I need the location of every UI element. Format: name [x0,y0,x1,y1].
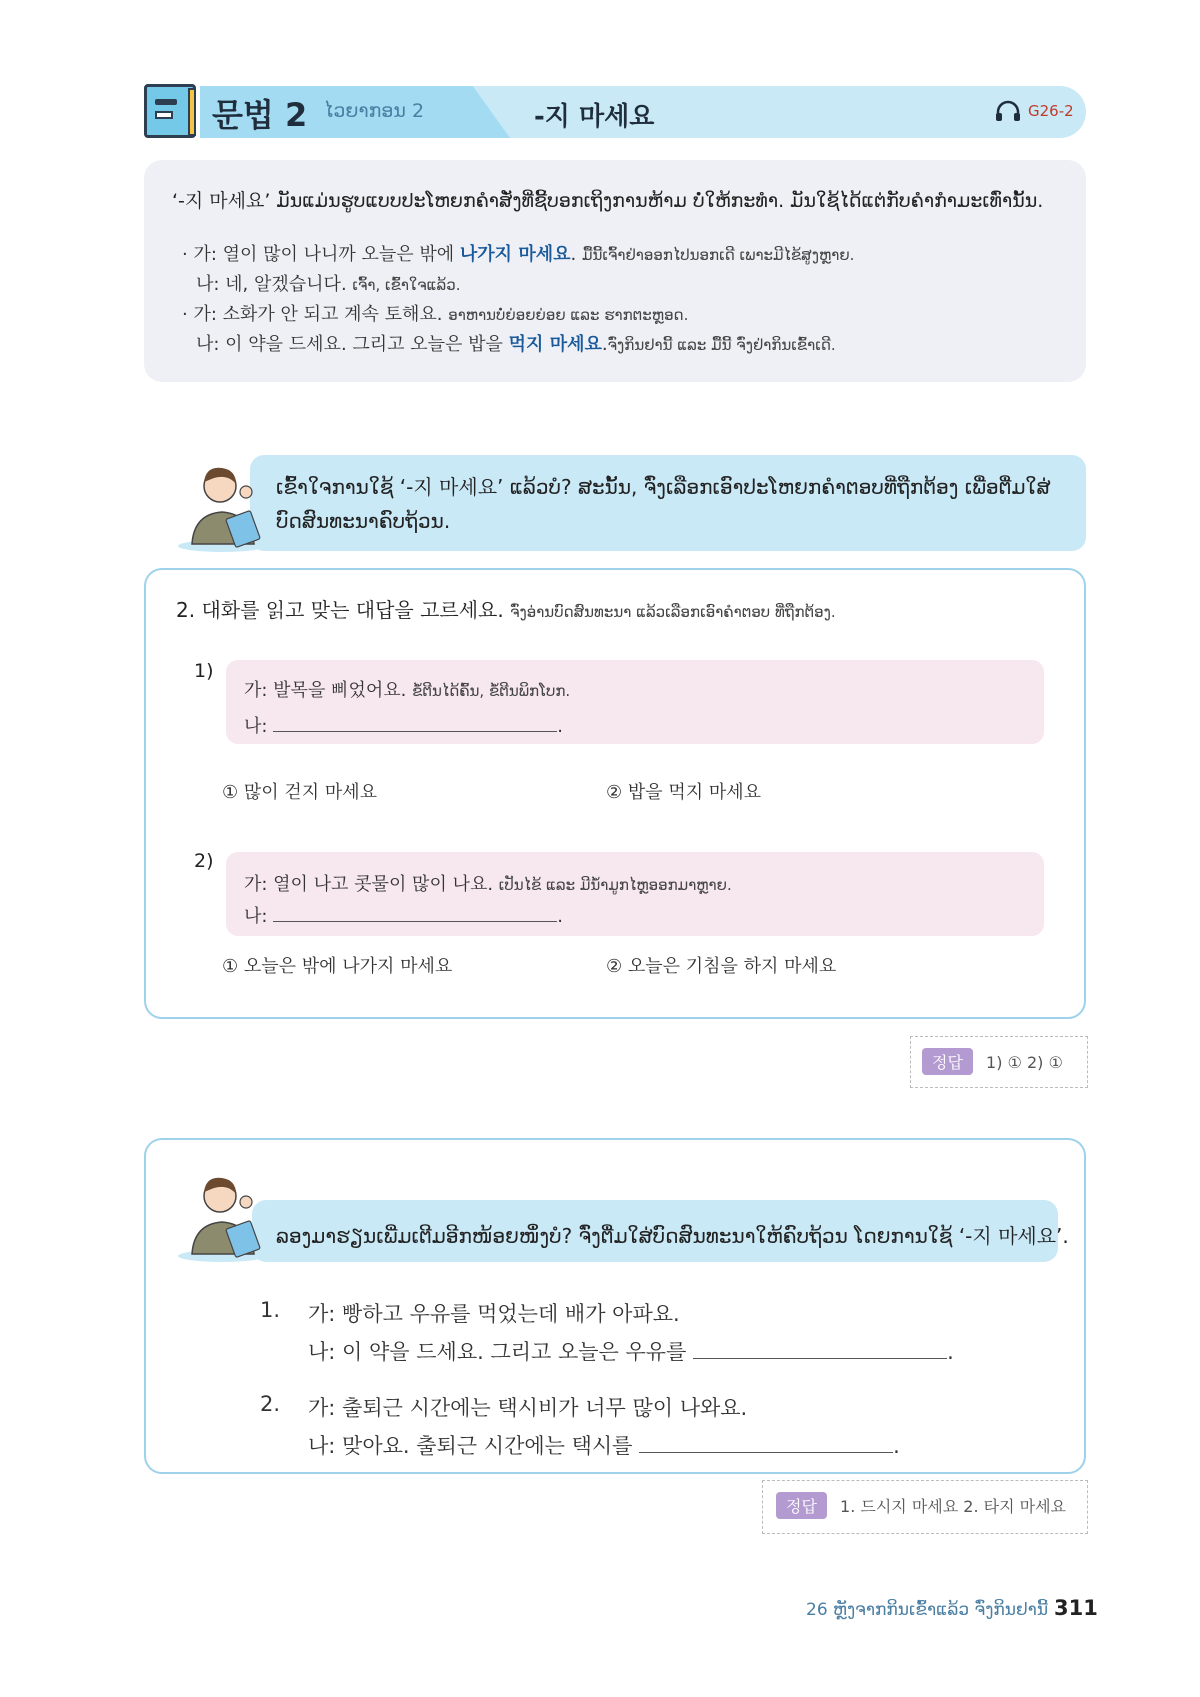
chapter-footer: 26 ຫຼັງຈາກກິນເຂົ້າແລ້ວ ຈົ່ງກິນຢານີ້ [806,1600,1049,1620]
teacher-illustration [176,452,272,552]
answer-blank[interactable] [693,1338,947,1359]
dialogue-na: 나: . [244,712,563,738]
answer-badge: 정답 [776,1492,827,1519]
example-1-b: 나: 네, 알겠습니다. ເຈົ້າ, ເຂົ້າໃຈແລ້ວ. [196,274,461,295]
option-1[interactable]: ① 오늘은 밖에 나가지 마세요 [222,956,453,977]
example-2-a: · 가: 소화가 안 되고 계속 토해요. ອາຫານບໍ່ຍ່ອຍຍ່ອຍ ແລະ ຮາກຕະຫຼອດ. [182,304,689,325]
instruction-text: ເຂົ້າໃຈການໃຊ້ ‘-지 마세요’ ແລ້ວບໍ? ສະນັ້ນ, ຈົ່ງເລືອກເອົາປະໂຫຍກຄຳຕອບທີ່ຖືກຕ້ອງ ເພື່ອຕື່ມໃສ່ບົດສົນທະນາຄົບຖ້ວນ. [276,475,1051,533]
answer-badge: 정답 [922,1048,973,1075]
grammar-pattern: -지 마세요 [534,102,655,132]
practice-ga: 가: 출퇴근 시간에는 택시비가 너무 많이 나와요. [308,1396,748,1420]
question-number: 2) [194,850,214,872]
option-1[interactable]: ① 많이 걷지 마세요 [222,782,378,803]
practice-na: 나: 맞아요. 출퇴근 시간에는 택시를 . [308,1434,900,1458]
practice-number: 1. [260,1298,281,1322]
exercise-heading: 2. 대화를 읽고 맞는 대답을 고르세요. ຈົ່ງອ່ານບົດສົນທະນາ ແລ້ວເລືອກເອົາຄຳຕອບ ທີ່ຖືກຕ້ອງ. [176,598,836,622]
example-2-b: 나: 이 약을 드세요. 그리고 오늘은 밥을 먹지 마세요.ຈົ່ງກິນຢານີ້ ແລະ ມື້ນີ້ ຈົ່ງຢ່າກິນເຂົ້າເດີ. [196,334,836,355]
practice-number: 2. [260,1392,281,1416]
pencil-icon [188,88,196,136]
teacher-illustration [176,1162,272,1262]
page-number: 311 [1054,1596,1098,1620]
section-title-lao: ໄວຍາກອນ 2 [324,100,425,122]
answer-blank[interactable] [273,713,557,732]
practice-instruction: ລອງມາຮຽນເພີ່ມເຕີມອີກໜ້ອຍໜຶ່ງບໍ? ຈົ່ງຕື່ມໃສ່ບົດສົນທະນາໃຫ້ຄົບຖ້ວນ ໂດຍການໃຊ້ ‘-지 마세요’. [276,1224,1069,1248]
section-title: 문법 2 [212,96,308,134]
answer-text: 1) ① 2) ① [986,1053,1063,1072]
dialogue-ga: 가: 열이 나고 콧물이 많이 나요. ເປັນໄຂ້ ແລະ ມີນ້ຳມູກໄຫຼອອກມາຫຼາຍ. [244,874,732,895]
answer-text: 1. 드시지 마세요 2. 타지 마세요 [840,1497,1066,1516]
answer-blank[interactable] [273,903,557,922]
practice-ga: 가: 빵하고 우유를 먹었는데 배가 아파요. [308,1302,680,1326]
practice-na: 나: 이 약을 드세요. 그리고 오늘은 우유를 . [308,1340,954,1364]
audio-track-code[interactable]: G26-2 [1028,102,1074,120]
dialogue-na: 나: . [244,902,563,928]
option-2[interactable]: ② 밥을 먹지 마세요 [606,782,762,803]
explanation-intro: ‘-지 마세요’ ມັນແມ່ນຮູບແບບປະໂຫຍກຄຳສັ່ງທີ່ຊີ້ບອກເຖິງການຫ້າມ ບໍ່ໃຫ້ກະທຳ. ມັນໃຊ້ໄດ້ແຕ່ກັບຄຳກຳມະເທົ່ານັ້ນ. [172,190,1044,212]
headphones-icon[interactable] [994,100,1022,122]
answer-blank[interactable] [639,1432,893,1453]
question-number: 1) [194,660,214,682]
option-2[interactable]: ② 오늘은 기침을 하지 마세요 [606,956,837,977]
answer-key [776,1492,1066,1519]
example-1-a: · 가: 열이 많이 나니까 오늘은 밖에 나가지 마세요. ມື້ນີ້ເຈົ້າຢ່າອອກໄປນອກເດີ ເພາະມີໄຂ້ສູງຫຼາຍ. [182,244,855,265]
answer-key [922,1048,1063,1075]
dialogue-ga: 가: 발목을 삐었어요. ຂໍ້ຕີນໄດ້ຄົ້ນ, ຂໍ້ຕີນພິກໂບກ. [244,680,571,701]
